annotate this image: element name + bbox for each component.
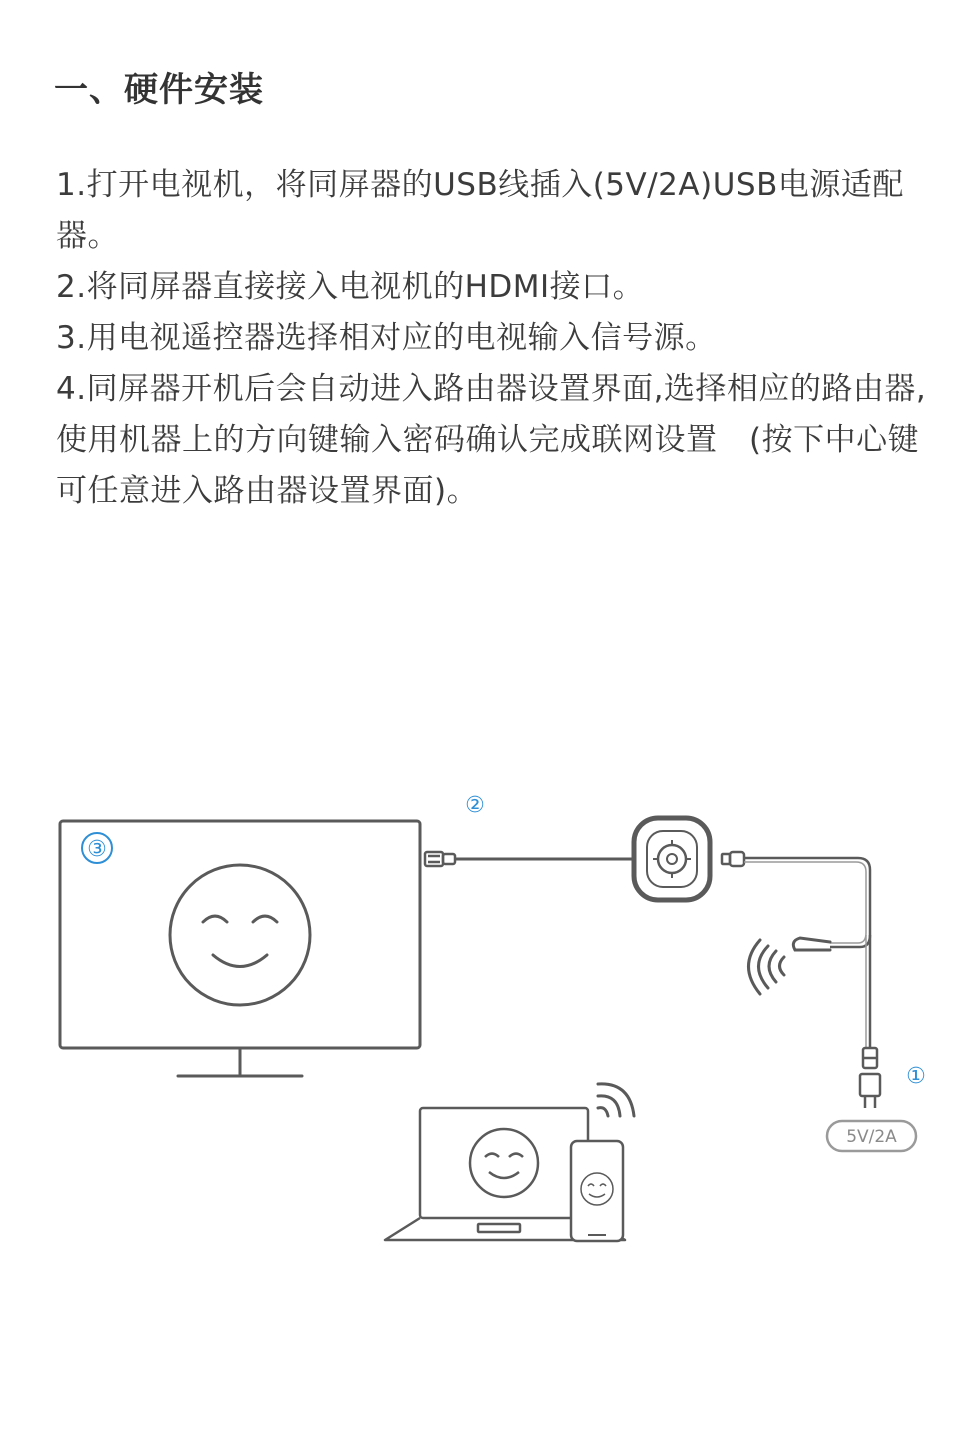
wifi-antenna-icon <box>749 938 831 994</box>
voltage-label: 5V/2A <box>846 1127 897 1147</box>
section-title: 一、硬件安装 <box>54 70 264 110</box>
dongle-icon <box>634 818 710 900</box>
laptop-smiley-icon <box>470 1129 538 1197</box>
usb-cable <box>744 858 870 947</box>
label-2-marker <box>465 793 485 818</box>
laptop-screen <box>420 1108 588 1218</box>
power-adapter-icon <box>860 1048 880 1108</box>
tv-illustration <box>60 821 420 1076</box>
tv-screen <box>60 821 420 1048</box>
hdmi-plug-icon <box>425 852 455 866</box>
label-3-marker <box>82 833 112 863</box>
label-1: ① <box>906 1064 926 1089</box>
label-1-marker <box>906 1064 926 1089</box>
usb-plug-icon <box>722 852 744 866</box>
phone-body <box>571 1141 623 1241</box>
label-3: ③ <box>87 837 107 862</box>
label-2: ② <box>465 793 485 818</box>
step-3: 3.用电视遥控器选择相对应的电视输入信号源。 <box>56 320 717 356</box>
step-4: 4.同屏器开机后会自动进入路由器设置界面,选择相应的路由器,使用机器上的方向键输入密码确认完成联网设置 (按下中心键可任意进入路由器设置界面)。 <box>56 371 927 509</box>
tv-smiley-icon <box>170 865 310 1005</box>
step-1: 1.打开电视机，将同屏器的USB线插入(5V/2A)USB电源适配器。 <box>56 167 904 254</box>
phone-illustration <box>571 1141 623 1241</box>
wifi-signal-icon <box>598 1084 634 1116</box>
step-2: 2.将同屏器直接接入电视机的HDMI接口。 <box>56 269 645 305</box>
